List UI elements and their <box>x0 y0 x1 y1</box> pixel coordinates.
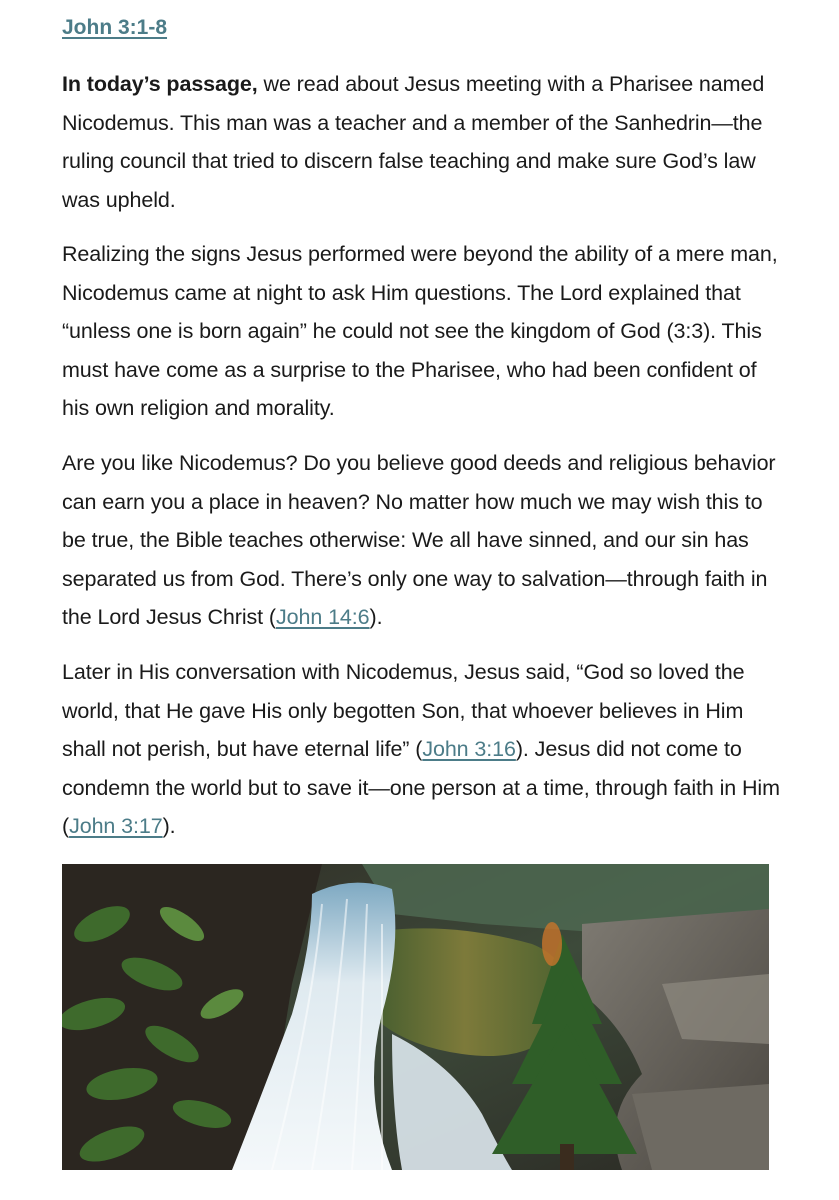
conversation-text-1: Later in His conversation with Nicodemus, Jesus said, “God so loved the world, that He gave His only begotten Son, that whoever believes in Him shall not perish, but have eternal life” ( <box>62 660 745 762</box>
waterfall-photo <box>62 864 769 1170</box>
paragraph-nicodemus <box>62 235 782 428</box>
scripture-reference-link[interactable]: John 3:1-8 <box>62 16 168 39</box>
paragraph-intro <box>62 65 782 219</box>
intro-text: we read about Jesus meeting with a Pharisee named Nicodemus. This man was a teacher and a member of the Sanhedrin—the ruling council that tried to discern false teaching and make sure God’s law was upheld. <box>62 72 765 212</box>
question-text: Are you like Nicodemus? Do you believe good deeds and religious behavior can earn you a place in heaven? No matter how much we may wish this to be true, the Bible teaches otherwise: We all have sinned, and our sin has separated us from God. There’s only one way to salvation—through faith in the Lord Jesus Christ ( <box>62 451 776 630</box>
john-3-17-link[interactable]: John 3:17 <box>69 814 163 839</box>
paragraph-question <box>62 444 782 637</box>
question-after: ). <box>369 605 383 630</box>
conversation-after: ). <box>162 814 176 839</box>
conversation-text-2: ). Jesus did not come to condemn the world but to save it—one person at a time, through faith in Him ( <box>62 737 780 839</box>
john-3-16-link[interactable]: John 3:16 <box>422 737 516 762</box>
waterfall-illustration <box>62 864 769 1170</box>
paragraph-conversation <box>62 653 782 846</box>
intro-lead: In today’s passage, <box>62 72 258 96</box>
john-14-6-link[interactable]: John 14:6 <box>275 605 370 630</box>
nicodemus-text: Realizing the signs Jesus performed were beyond the ability of a mere man, Nicodemus came at night to ask Him questions. The Lord explained that “unless one is born again” he could not see the kingdom of God (3:3). This must have come as a surprise to the Pharisee, who had been confident of his own religion and morality. <box>62 242 778 421</box>
